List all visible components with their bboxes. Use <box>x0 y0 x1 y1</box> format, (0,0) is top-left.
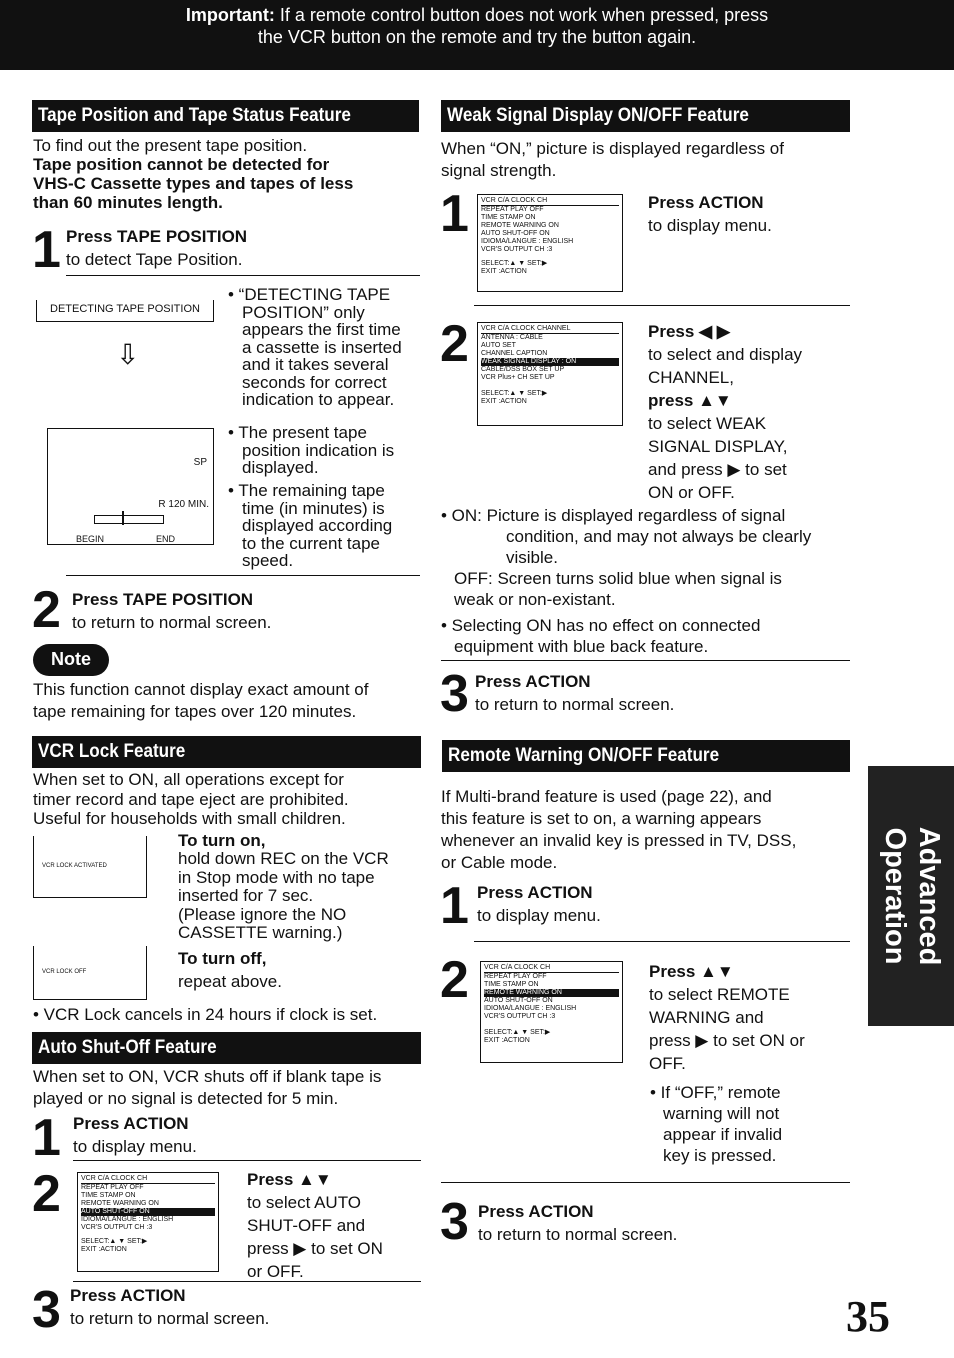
tape-status-screen <box>47 428 214 545</box>
weak-signal-off-note: OFF: Screen turns solid blue when signal is weak or non-existant. <box>454 569 782 609</box>
divider <box>66 575 420 576</box>
weak-signal-on-note: • ON: Picture is displayed regardless of signal condition, and may not always be clearly visible. <box>441 506 812 567</box>
end-label: END <box>156 534 176 544</box>
page-number: 35 <box>846 1292 890 1341</box>
tape-position-header: Tape Position and Tape Status Feature <box>32 100 419 132</box>
vcr-lock-header: VCR Lock Feature <box>32 736 421 768</box>
note-badge: Note <box>33 644 109 676</box>
step-head: Press TAPE POSITION <box>72 590 254 609</box>
step-head: Press ACTION <box>70 1286 186 1305</box>
step-number: 3 <box>440 665 469 723</box>
menu-screen-auto-shutoff: VCR C/A CLOCK CH REPEAT PLAY OFF TIME STAMP ON REMOTE WARNING ON AUTO SHUT-OFF ON IDIOMA/LANGUE : ENGLISH VCR'S OUTPUT CH :3 SELECT:▲ ▼ SET:▶ EXIT :ACTION <box>77 1172 219 1272</box>
step-number: 2 <box>32 581 61 639</box>
detecting-screen: DETECTING TAPE POSITION <box>36 300 214 322</box>
step-number: 1 <box>32 1109 61 1167</box>
remote-warning-header: Remote Warning ON/OFF Feature <box>442 740 850 772</box>
weak-signal-bullet: • Selecting ON has no effect on connected equipment with blue back feature. <box>441 616 761 656</box>
divider <box>73 1160 421 1161</box>
divider <box>474 305 850 306</box>
step-head: Press ACTION <box>475 672 591 691</box>
side-tab-label: Advanced Operation <box>879 826 945 966</box>
turn-off-text: repeat above. <box>178 972 282 991</box>
remote-warning-bullet: • If “OFF,” remote warning will not appear if invalid key is pressed. <box>650 1083 783 1165</box>
present-position-bullet: • The present tape position indication is displayed. <box>228 423 395 477</box>
auto-shutoff-intro: When set to ON, VCR shuts off if blank tape is played or no signal is detected for 5 min. <box>33 1067 382 1108</box>
tape-position-warning: Tape position cannot be detected for VHS-C Cassette types and tapes of less than 60 minutes length. <box>33 155 354 212</box>
remaining-time: R 120 MIN. <box>158 499 209 510</box>
auto-shutoff-header: Auto Shut-Off Feature <box>32 1032 421 1064</box>
begin-label: BEGIN <box>76 534 105 544</box>
step-text: to display menu. <box>477 906 601 925</box>
turn-on-head: To turn on, <box>178 831 266 850</box>
step-number: 1 <box>32 221 61 279</box>
divider <box>441 1182 850 1183</box>
step-number: 1 <box>440 185 469 243</box>
step-number: 1 <box>440 877 469 935</box>
tape-position-marker <box>122 511 124 525</box>
vcr-lock-footnote: • VCR Lock cancels in 24 hours if clock is set. <box>33 1005 378 1024</box>
weak-signal-step2-text: Press ◀ ▶ to select and display CHANNEL, press ▲▼ to select WEAK SIGNAL DISPLAY, and press ▶ to set ON or OFF. <box>648 322 803 502</box>
important-banner <box>0 0 954 70</box>
step-text: to return to normal screen. <box>70 1309 270 1328</box>
menu-screen-weak-step1: VCR C/A CLOCK CH REPEAT PLAY OFF TIME STAMP ON REMOTE WARNING ON AUTO SHUT-OFF ON IDIOMA/LANGUE : ENGLISH VCR'S OUTPUT CH :3 SELECT:▲ ▼ SET:▶ EXIT :ACTION <box>477 194 623 292</box>
step-text: to return to normal screen. <box>475 695 675 714</box>
step-text: to display menu. <box>73 1137 197 1156</box>
step-head: Press ACTION <box>73 1114 189 1133</box>
step-text: to return to normal screen. <box>72 613 272 632</box>
section-side-tab <box>868 766 954 1026</box>
step-number: 2 <box>440 315 469 373</box>
weak-signal-header: Weak Signal Display ON/OFF Feature <box>441 100 850 132</box>
step-head: Press TAPE POSITION <box>66 227 248 246</box>
vcr-lock-on-screen: VCR LOCK ACTIVATED <box>33 836 147 898</box>
speed-indicator: SP <box>193 457 207 468</box>
important-line-1: If a remote control button does not work when pressed, press <box>279 5 769 25</box>
menu-screen-channel: VCR C/A CLOCK CHANNEL ANTENNA : CABLE AUTO SET CHANNEL CAPTION WEAK SIGNAL DISPLAY : ON CABLE/DSS BOX SET UP VCR Plus+ CH SET UP SELECT:▲ ▼ SET:▶ EXIT :ACTION <box>477 322 623 426</box>
remaining-time-bullet: • The remaining tape time (in minutes) is displayed according to the current tape speed. <box>228 481 393 570</box>
step-head: Press ACTION <box>648 193 764 212</box>
important-label: Important: <box>185 5 275 25</box>
divider <box>474 941 850 942</box>
auto-shutoff-step2-text: Press ▲▼ to select AUTO SHUT-OFF and press ▶ to set ON or OFF. <box>247 1170 383 1281</box>
detecting-bullet: • “DETECTING TAPE POSITION” only appears the first time a cassette is inserted and it takes several seconds for correct indication to appear. <box>228 285 402 409</box>
step-number: 3 <box>32 1281 61 1339</box>
turn-off-head: To turn off, <box>178 949 267 968</box>
step-text: to detect Tape Position. <box>66 250 243 269</box>
step-text: to return to normal screen. <box>478 1225 678 1244</box>
step-number: 3 <box>440 1193 469 1251</box>
step-head: Press ACTION <box>478 1202 594 1221</box>
remote-warning-step2-text: Press ▲▼ to select REMOTE WARNING and press ▶ to set ON or OFF. <box>649 962 805 1073</box>
note-text: This function cannot display exact amount of tape remaining for tapes over 120 minutes. <box>33 680 369 721</box>
important-line-2: the VCR button on the remote and try the button again. <box>257 27 697 47</box>
divider <box>66 275 420 276</box>
step-head: Press ACTION <box>477 883 593 902</box>
vcr-lock-off-screen: VCR LOCK OFF <box>33 946 147 1000</box>
step-number: 2 <box>32 1165 61 1223</box>
divider <box>73 1281 421 1282</box>
tape-position-intro: To find out the present tape position. <box>33 136 308 155</box>
tape-progress-bar <box>94 515 164 524</box>
weak-signal-intro: When “ON,” picture is displayed regardless of signal strength. <box>441 139 784 180</box>
menu-screen-remote-warning: VCR C/A CLOCK CH REPEAT PLAY OFF TIME STAMP ON REMOTE WARNING ON AUTO SHUT-OFF ON IDIOMA/LANGUE : ENGLISH VCR'S OUTPUT CH :3 SELECT:▲ ▼ SET:▶ EXIT :ACTION <box>480 961 623 1063</box>
divider <box>441 660 850 661</box>
vcr-lock-intro: When set to ON, all operations except for timer record and tape eject are prohibited. Useful for households with small children. <box>33 770 349 828</box>
remote-warning-intro: If Multi-brand feature is used (page 22), and this feature is set to on, a warning appears whenever an invalid key is pressed in TV, DSS, or Cable mode. <box>441 787 797 872</box>
turn-on-text: hold down REC on the VCR in Stop mode with no tape inserted for 7 sec. (Please ignore the NO CASSETTE warning.) <box>178 849 389 942</box>
step-text: to display menu. <box>648 216 772 235</box>
step-number: 2 <box>440 951 469 1009</box>
arrow-down-icon: ⇩ <box>116 339 140 370</box>
